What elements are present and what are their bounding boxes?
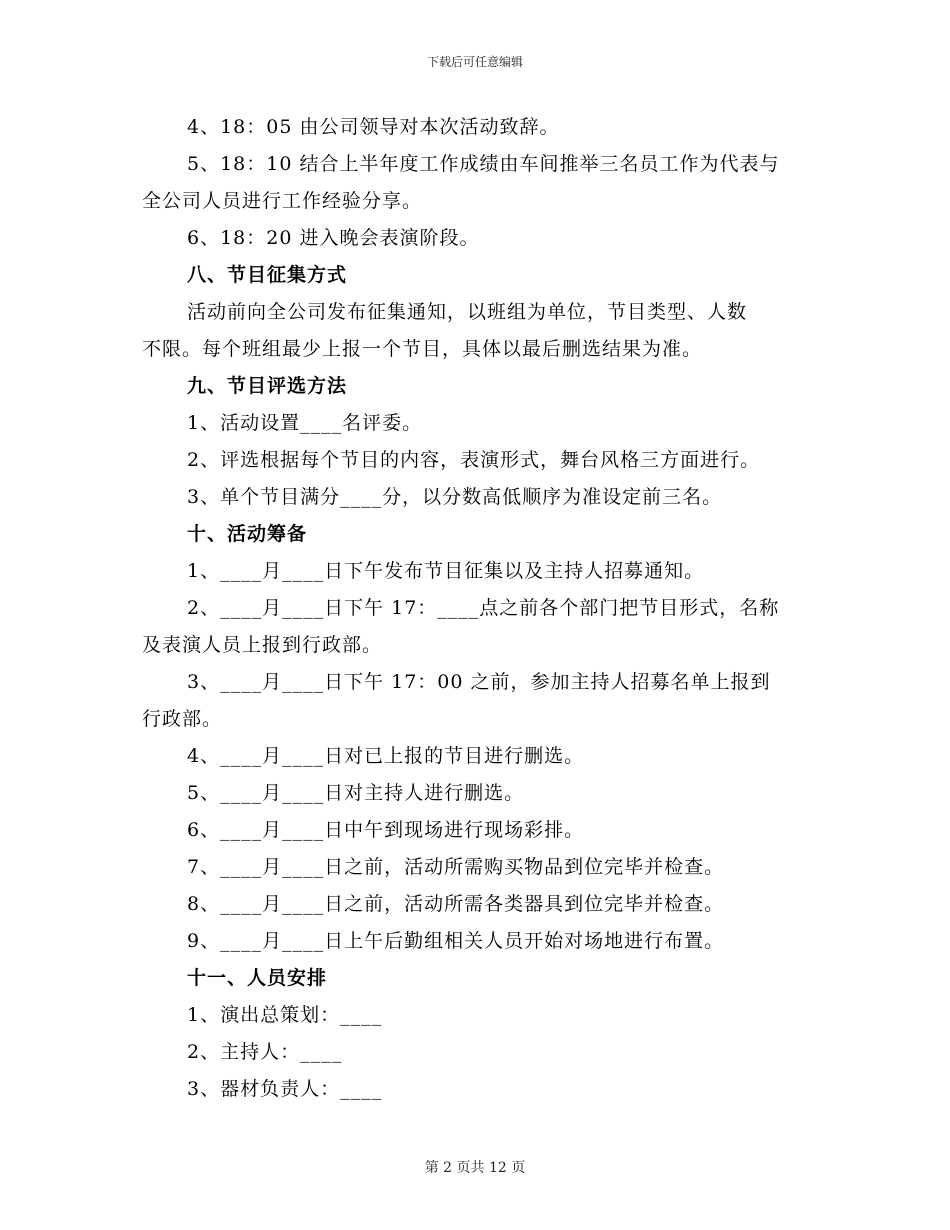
list-item-6-performance: 6、18：20 进入晚会表演阶段。	[187, 227, 480, 249]
list-item-5-sharing: 5、18：10 结合上半年度工作成绩由车间推举三名员工作为代表与	[187, 153, 780, 175]
list-item-staff-2: 2、主持人：____	[187, 1041, 343, 1063]
section-heading-11: 十一、人员安排	[187, 967, 328, 989]
list-item-judges: 1、活动设置____名评委。	[187, 412, 423, 434]
section-heading-10: 十、活动筹备	[187, 523, 308, 545]
list-item-prep-4: 4、____月____日对已上报的节目进行删选。	[187, 745, 585, 767]
list-item-prep-9: 9、____月____日上午后勤组相关人员开始对场地进行布置。	[187, 930, 725, 952]
list-item-4-speech: 4、18：05 由公司领导对本次活动致辞。	[187, 116, 560, 138]
section-heading-9: 九、节目评选方法	[187, 375, 348, 397]
list-item-prep-2-continuation: 及表演人员上报到行政部。	[142, 634, 383, 656]
list-item-prep-2: 2、____月____日下午 17：____点之前各个部门把节目形式，名称	[187, 597, 780, 619]
list-item-scoring: 3、单个节目满分____分，以分数高低顺序为准设定前三名。	[187, 486, 723, 508]
list-item-prep-5: 5、____月____日对主持人进行删选。	[187, 782, 525, 804]
list-item-prep-3: 3、____月____日下午 17：00 之前，参加主持人招募名单上报到	[187, 671, 771, 693]
paragraph-collection-line2: 不限。每个班组最少上报一个节目，具体以最后删选结果为准。	[142, 338, 703, 360]
list-item-prep-1: 1、____月____日下午发布节目征集以及主持人招募通知。	[187, 560, 705, 582]
list-item-prep-8: 8、____月____日之前，活动所需各类器具到位完毕并检查。	[187, 893, 725, 915]
page-header: 下载后可任意编辑	[426, 55, 523, 69]
list-item-5-continuation: 全公司人员进行工作经验分享。	[142, 190, 423, 212]
list-item-prep-7: 7、____月____日之前，活动所需购买物品到位完毕并检查。	[187, 856, 725, 878]
page-footer: 第 2 页共 12 页	[424, 1160, 526, 1176]
list-item-criteria: 2、评选根据每个节目的内容，表演形式，舞台风格三方面进行。	[187, 449, 761, 471]
section-heading-8: 八、节目征集方式	[187, 264, 348, 286]
list-item-staff-3: 3、器材负责人：____	[187, 1078, 383, 1100]
list-item-prep-6: 6、____月____日中午到现场进行现场彩排。	[187, 819, 585, 841]
list-item-staff-1: 1、演出总策划：____	[187, 1004, 383, 1026]
list-item-prep-3-continuation: 行政部。	[142, 708, 223, 730]
paragraph-collection-line1: 活动前向全公司发布征集通知，以班组为单位，节目类型、人数	[187, 301, 748, 323]
